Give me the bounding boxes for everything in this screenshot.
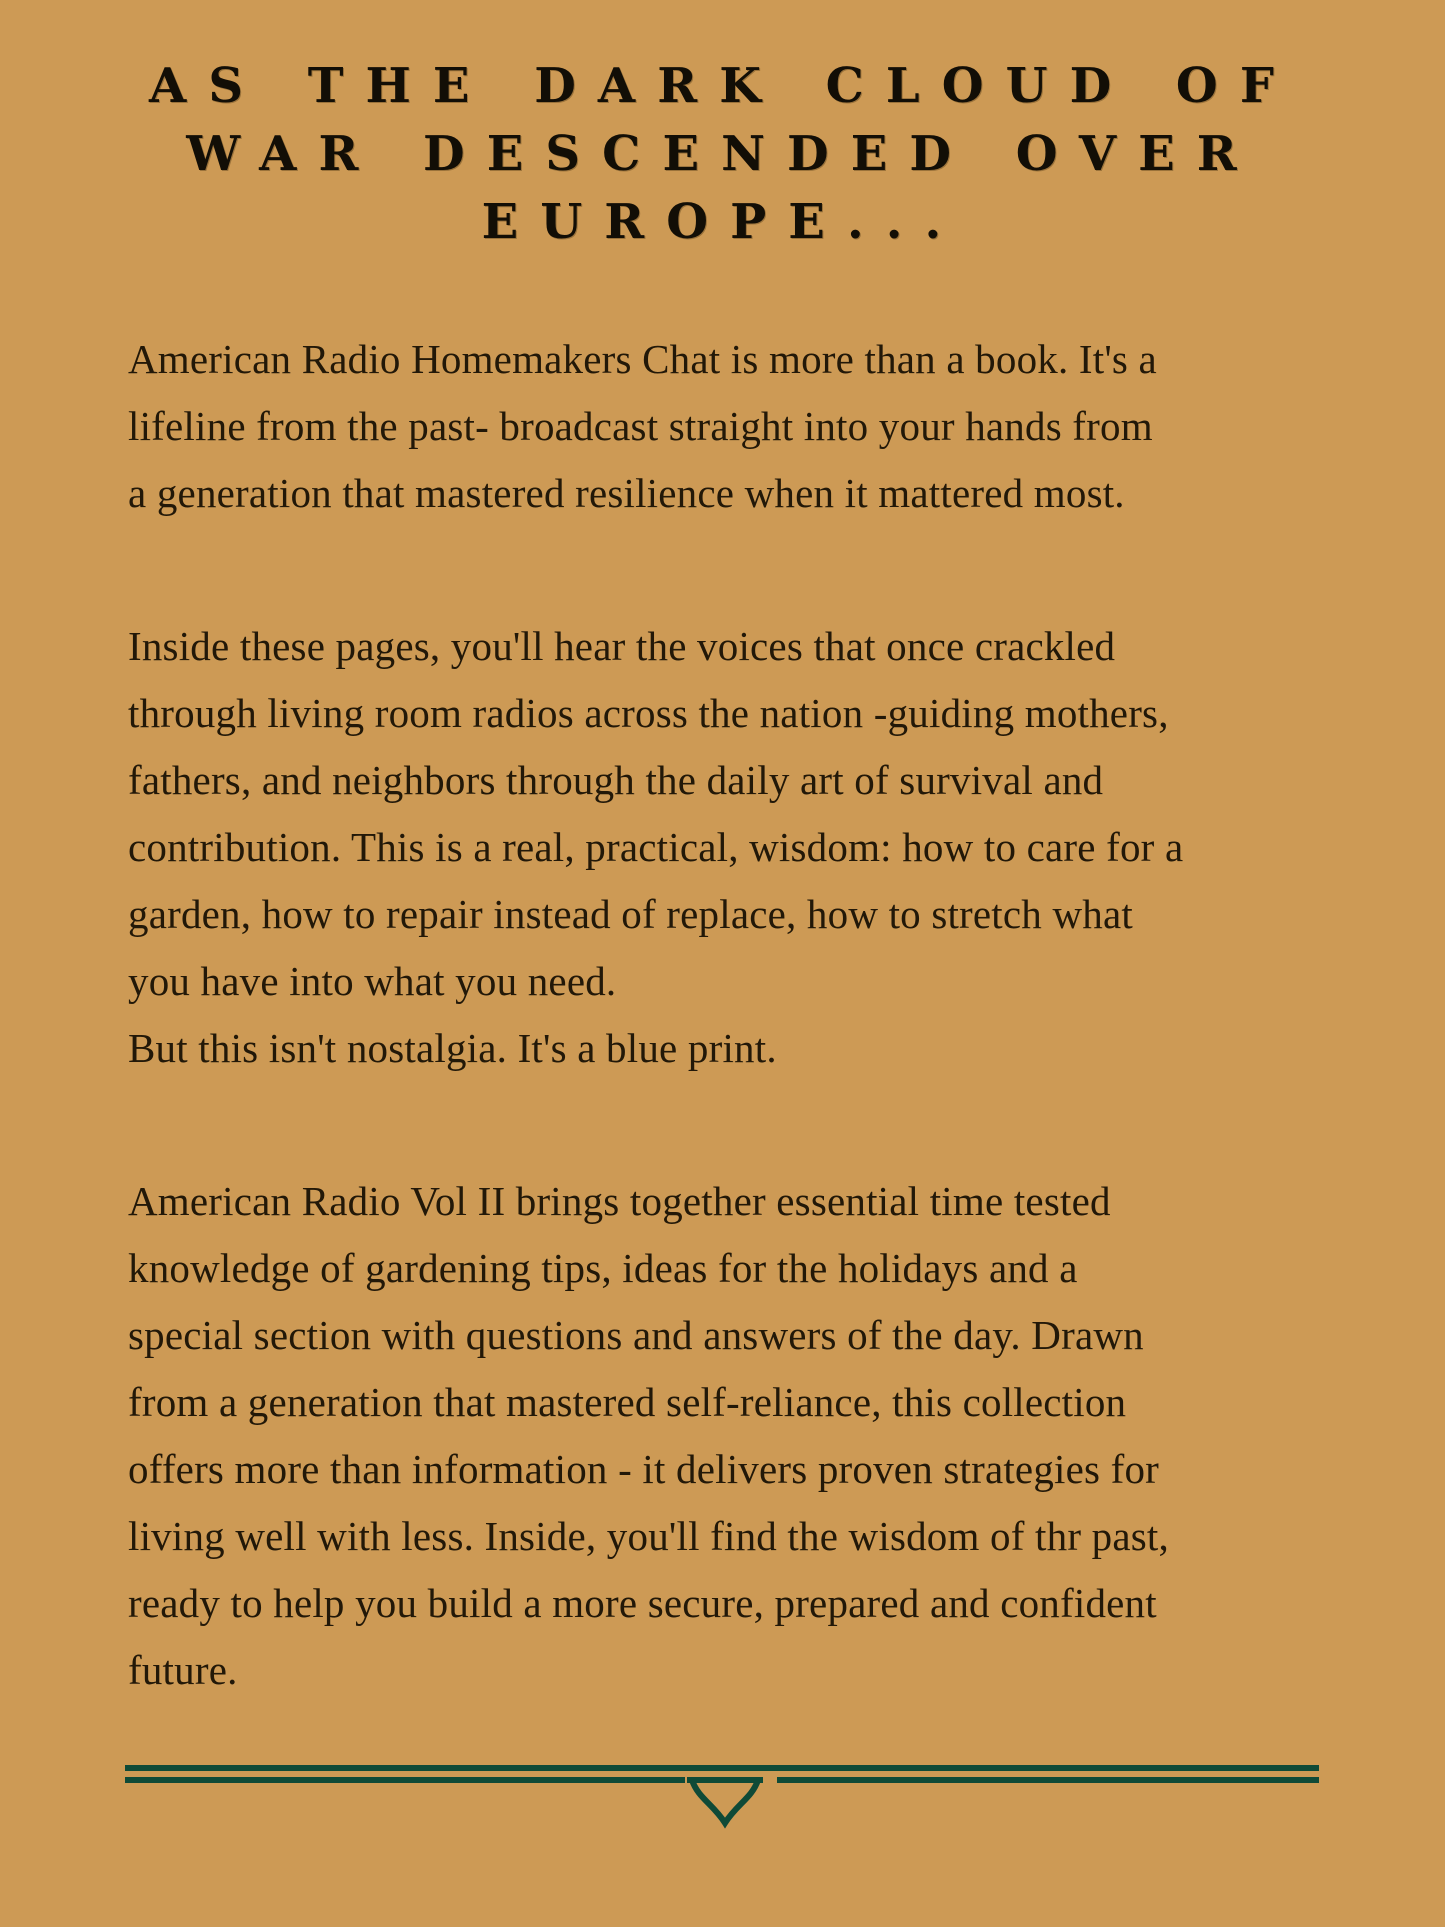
paragraph-vol2: American Radio Vol II brings together essential time tested knowledge of gardening tips, ideas for the holidays and a special section with questions and answers of the day. Drawn from a generation that mastered self-reliance, this collection offers more than information - it delivers proven strategies for living well with less. Inside, you'll find the wisdom of thr past, ready to help you build a more secure, prepared and confident future. <box>128 1178 1169 1693</box>
paragraph-voices: Inside these pages, you'll hear the voices that once crackled through living room radios across the nation -guiding mothers, fathers, and neighbors through the daily art of survival and contribution. This is a real, practical, wisdom: how to care for a garden, how to repair instead of replace, how to stretch what you have into what you need. But this isn't nostalgia. It's a blue print. <box>128 623 1184 1071</box>
page-title: AS THE DARK CLOUD OF WAR DESCENDED OVER EUROPE... <box>149 58 1296 250</box>
paragraph-intro: American Radio Homemakers Chat is more than a book. It's a lifeline from the past- broadcast straight into your hands from a generation that mastered resilience when it mattered most. <box>128 336 1157 516</box>
down-triangle-icon <box>687 1780 763 1823</box>
section-divider <box>125 1762 1319 1832</box>
body-copy <box>128 326 1368 1704</box>
divider-graphic <box>125 1762 1319 1832</box>
